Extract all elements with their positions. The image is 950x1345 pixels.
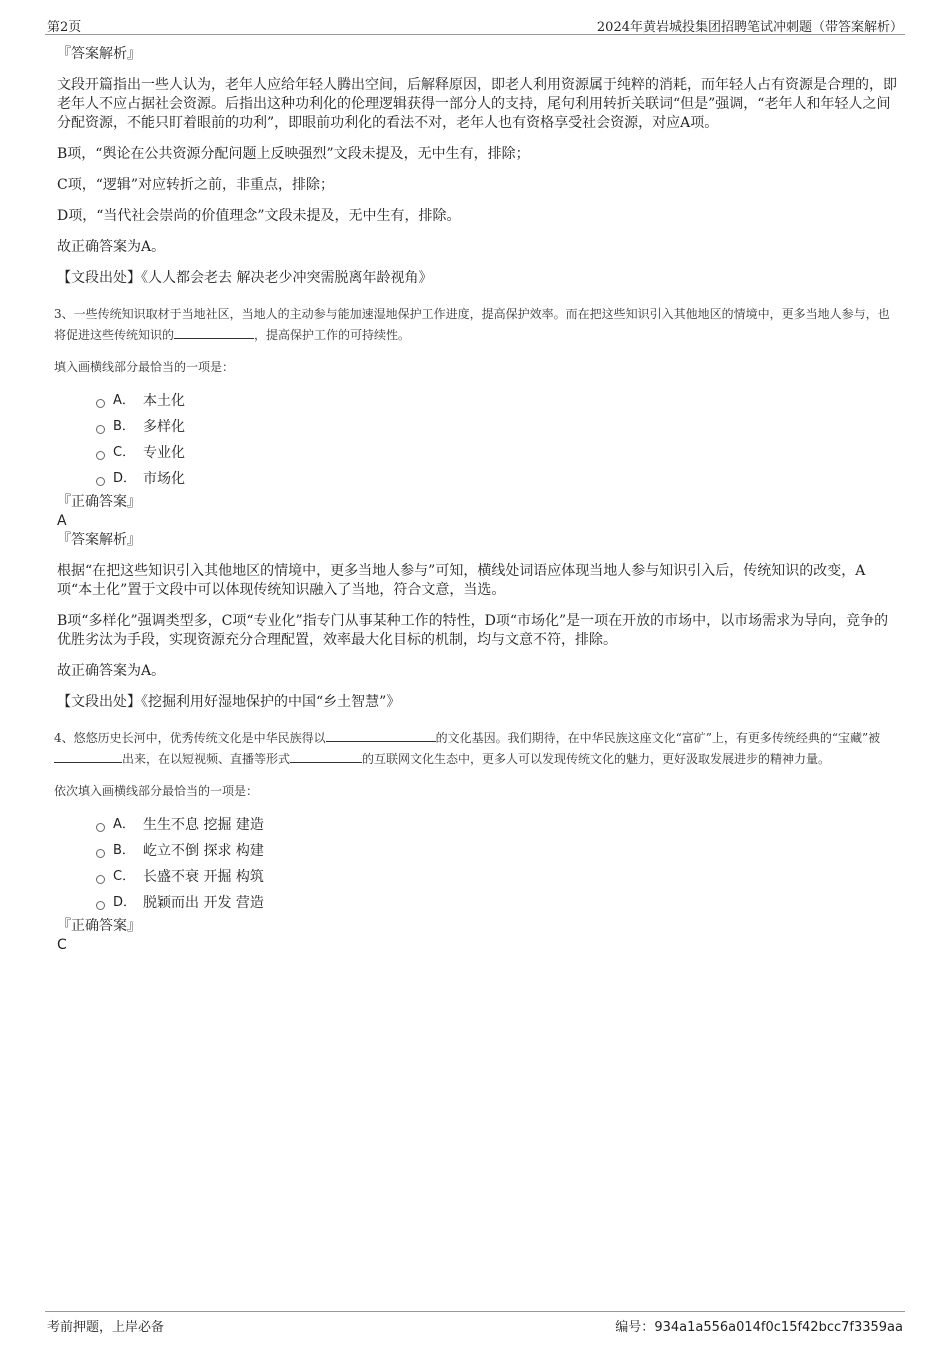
correct-answer-tag: 『正确答案』 xyxy=(57,918,141,934)
question-4-text: 4、悠悠历史长河中，优秀传统文化是中华民族得以 的文化基因。我们期待，在中华民族这座文化“富矿”上，有更多传统经典的“宝藏”被出来，在以短视频、直播等形式 的互联网文化生态中，更多人可以发现传统文化的魅力，更好汲取发展进步的精神力量。 xyxy=(54,731,881,766)
answer-blank xyxy=(54,750,122,763)
analysis-paragraph: D项，“当代社会崇尚的价值理念”文段未提及，无中生有，排除。 xyxy=(57,208,461,224)
option-b[interactable]: B． 多样化 xyxy=(96,414,897,440)
page-footer xyxy=(45,1311,905,1334)
question-3-text: 3、一些传统知识取材于当地社区，当地人的主动参与能加速湿地保护工作进度，提高保护效率。而在把这些知识引入其他地区的情境中，更多当地人参与，也将促进这些传统知识的 ，提高保护工作的可持续性。 xyxy=(54,307,890,342)
answer-blank xyxy=(174,326,254,339)
radio-icon[interactable] xyxy=(96,477,105,486)
option-a[interactable]: A． 生生不息 挖掘 建造 xyxy=(96,812,897,838)
analysis-paragraph: 故正确答案为A。 xyxy=(57,663,166,679)
option-d[interactable]: D． 脱颖而出 开发 营造 xyxy=(96,890,897,916)
radio-icon[interactable] xyxy=(96,425,105,434)
radio-icon[interactable] xyxy=(96,823,105,832)
analysis-paragraph: 根据“在把这些知识引入其他地区的情境中，更多当地人参与”可知，横线处词语应体现当地人参与知识引入后，传统知识的改变，A项“本土化”置于文段中可以体现传统知识融入了当地，符合文意，当选。 xyxy=(57,563,866,598)
correct-answer-tag: 『正确答案』 xyxy=(57,494,141,510)
source-citation: 【文段出处】《人人都会老去 解决老少冲突需脱离年龄视角》 xyxy=(57,270,433,286)
page-content xyxy=(54,44,897,954)
analysis-tag: 『答案解析』 xyxy=(57,46,141,62)
option-c[interactable]: C． 专业化 xyxy=(96,440,897,466)
analysis-paragraph: 故正确答案为A。 xyxy=(57,239,166,255)
correct-answer: A xyxy=(57,513,67,529)
question-3-prompt: 填入画横线部分最恰当的一项是： xyxy=(54,360,235,374)
analysis-tag: 『答案解析』 xyxy=(57,532,141,548)
question-4-prompt: 依次填入画横线部分最恰当的一项是： xyxy=(54,784,259,798)
radio-icon[interactable] xyxy=(96,901,105,910)
analysis-paragraph: 文段开篇指出一些人认为，老年人应给年轻人腾出空间，后解释原因，即老人利用资源属于纯粹的消耗，而年轻人占有资源是合理的，即老年人不应占据社会资源。后指出这种功利化的伦理逻辑获得一部分人的支持，尾句利用转折关联词“但是”强调，“老年人和年轻人之间分配资源，不能只盯着眼前的功利”，即眼前功利化的看法不对，老年人也有资格享受社会资源，对应A项。 xyxy=(57,77,897,131)
radio-icon[interactable] xyxy=(96,451,105,460)
document-title: 2024年黄岩城投集团招聘笔试冲刺题（带答案解析） xyxy=(596,20,903,35)
correct-answer: C xyxy=(57,937,67,953)
analysis-paragraph: B项“多样化”强调类型多，C项“专业化”指专门从事某种工作的特性，D项“市场化”是一项在开放的市场中，以市场需求为导向，竞争的优胜劣汰为手段，实现资源充分合理配置，效率最大化目标的机制，均与文意不符，排除。 xyxy=(57,613,889,648)
page-number: 第2页 xyxy=(47,20,82,35)
page-header xyxy=(45,14,905,35)
answer-blank xyxy=(290,750,362,763)
footer-slogan: 考前押题，上岸必备 xyxy=(47,1320,165,1335)
option-c[interactable]: C． 长盛不衰 开掘 构筑 xyxy=(96,864,897,890)
radio-icon[interactable] xyxy=(96,399,105,408)
option-d[interactable]: D． 市场化 xyxy=(96,466,897,492)
option-b[interactable]: B． 屹立不倒 探求 构建 xyxy=(96,838,897,864)
source-citation: 【文段出处】《挖掘利用好湿地保护的中国“乡土智慧”》 xyxy=(57,694,401,710)
answer-blank xyxy=(326,729,436,742)
question-4-options xyxy=(96,812,897,916)
radio-icon[interactable] xyxy=(96,875,105,884)
question-3-options xyxy=(96,388,897,492)
analysis-paragraph: C项，“逻辑”对应转折之前，非重点，排除； xyxy=(57,177,335,193)
radio-icon[interactable] xyxy=(96,849,105,858)
analysis-paragraph: B项，“舆论在公共资源分配问题上反映强烈”文段未提及，无中生有，排除； xyxy=(57,146,530,162)
document-code: 编号：934a1a556a014f0c15f42bcc7f3359aa xyxy=(615,1320,903,1335)
option-a[interactable]: A． 本土化 xyxy=(96,388,897,414)
